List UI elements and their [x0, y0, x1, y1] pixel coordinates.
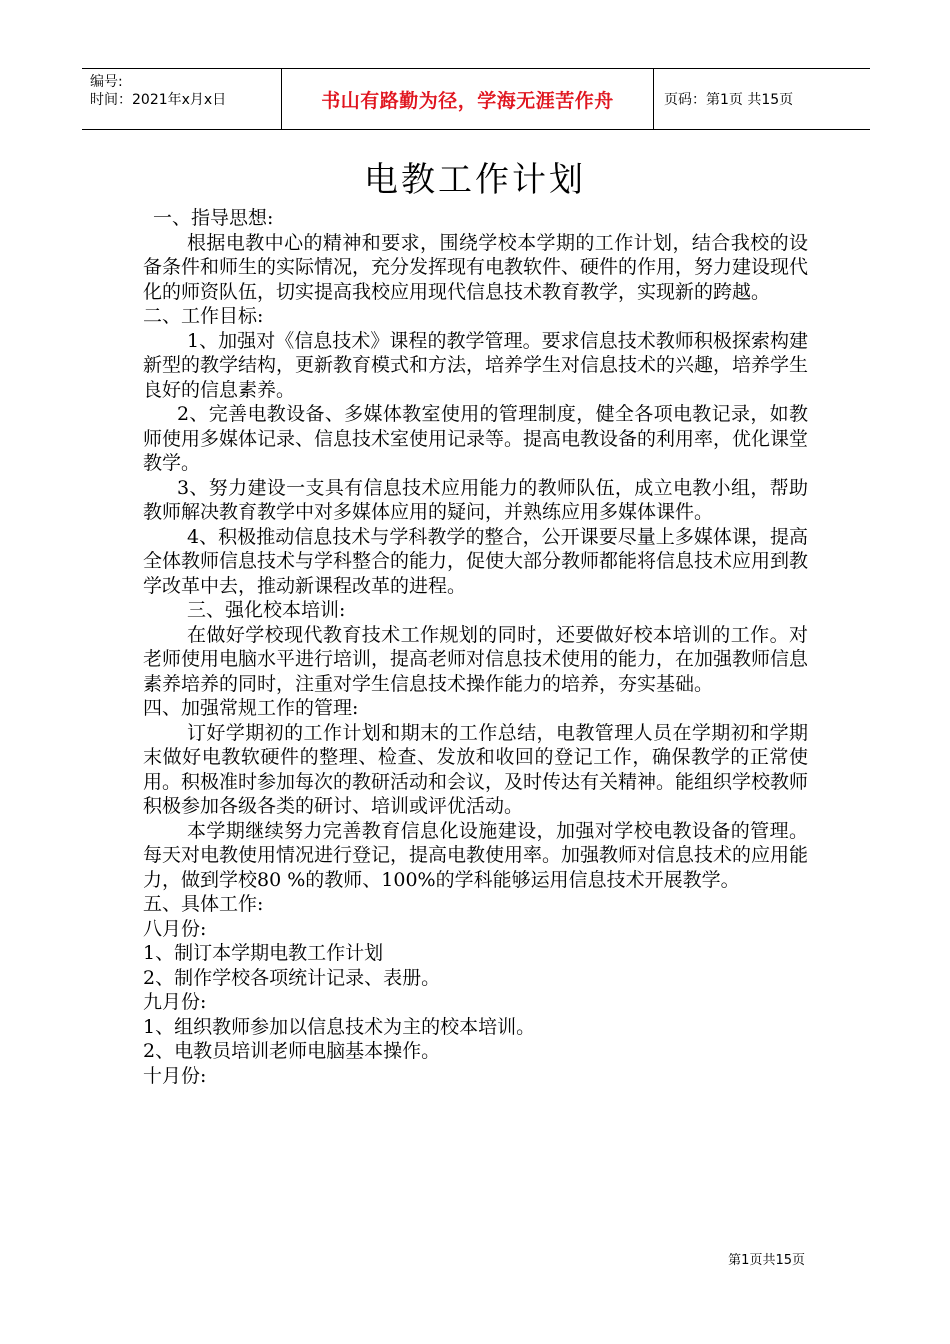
document-body	[143, 206, 808, 1088]
header-meta	[82, 69, 282, 129]
header-table	[82, 68, 870, 130]
page-footer: 第1页共15页	[728, 1253, 805, 1268]
motto-text: 书山有路勤为径，学海无涯苦作舟	[321, 89, 614, 112]
time-label: 时间：2021年x月x日	[90, 92, 227, 108]
goal-item-3: 3、努力建设一支具有信息技术应用能力的教师队伍，成立电教小组，帮助教师解决教育教学中对多媒体应用的疑问，并熟练应用多媒体课件。	[143, 476, 808, 523]
number-label: 编号:	[90, 74, 123, 90]
month-heading: 九月份:	[143, 991, 207, 1013]
month-heading: 十月份:	[143, 1064, 207, 1087]
section-heading-2: 二、工作目标:	[143, 305, 264, 327]
section-heading-4: 四、加强常规工作的管理:	[143, 697, 359, 719]
task-item: 2、电教员培训老师电脑基本操作。	[143, 1040, 441, 1062]
header-motto-cell	[282, 69, 654, 129]
header-page-info: 页码：第1页 共15页	[664, 92, 794, 108]
goal-item-4: 4、积极推动信息技术与学科教学的整合，公开课要尽量上多媒体课，提高全体教师信息技术与学科整合的能力，促使大部分教师都能将信息技术应用到教学改革中去，推动新课程改革的进程。	[143, 525, 809, 597]
task-item: 1、组织教师参加以信息技术为主的校本培训。	[143, 1015, 536, 1038]
section-heading-1: 一、指导思想:	[153, 207, 274, 229]
paragraph: 在做好学校现代教育技术工作规划的同时，还要做好校本培训的工作。对老师使用电脑水平进行培训，提高老师对信息技术使用的能力，在加强教师信息素养培养的同时，注重对学生信息技术操作能力的培养，夯实基础。	[143, 623, 809, 695]
month-heading: 八月份:	[143, 917, 207, 940]
section-heading-5: 五、具体工作:	[143, 893, 264, 915]
paragraph: 订好学期初的工作计划和期末的工作总结，电教管理人员在学期初和学期末做好电教软硬件的整理、检查、发放和收回的登记工作，确保教学的正常使用。积极准时参加每次的教研活动和会议，及时传达有关精神。能组织学校教师积极参加各级各类的研讨、培训或评优活动。	[143, 721, 809, 817]
paragraph: 本学期继续努力完善教育信息化设施建设，加强对学校电教设备的管理。每天对电教使用情况进行登记，提高电教使用率。加强教师对信息技术的应用能力，做到学校80 %的教师、100%的学科能够运用信息技术开展教学。	[143, 819, 809, 891]
task-item: 1、制订本学期电教工作计划	[143, 942, 384, 964]
section-heading-3: 三、强化校本培训:	[187, 599, 346, 621]
goal-item-1: 1、加强对《信息技术》课程的教学管理。要求信息技术教师积极探索构建新型的教学结构，更新教育模式和方法，培养学生对信息技术的兴趣，培养学生良好的信息素养。	[143, 329, 809, 401]
task-item: 2、制作学校各项统计记录、表册。	[143, 966, 441, 989]
paragraph: 根据电教中心的精神和要求，围绕学校本学期的工作计划，结合我校的设备条件和师生的实际情况，充分发挥现有电教软件、硬件的作用，努力建设现代化的师资队伍，切实提高我校应用现代信息技术教育教学，实现新的跨越。	[143, 231, 809, 303]
goal-item-2: 2、完善电教设备、多媒体教室使用的管理制度，健全各项电教记录，如教师使用多媒体记录、信息技术室使用记录等。提高电教设备的利用率，优化课堂教学。	[143, 403, 809, 474]
document-title: 电教工作计划	[364, 160, 586, 200]
